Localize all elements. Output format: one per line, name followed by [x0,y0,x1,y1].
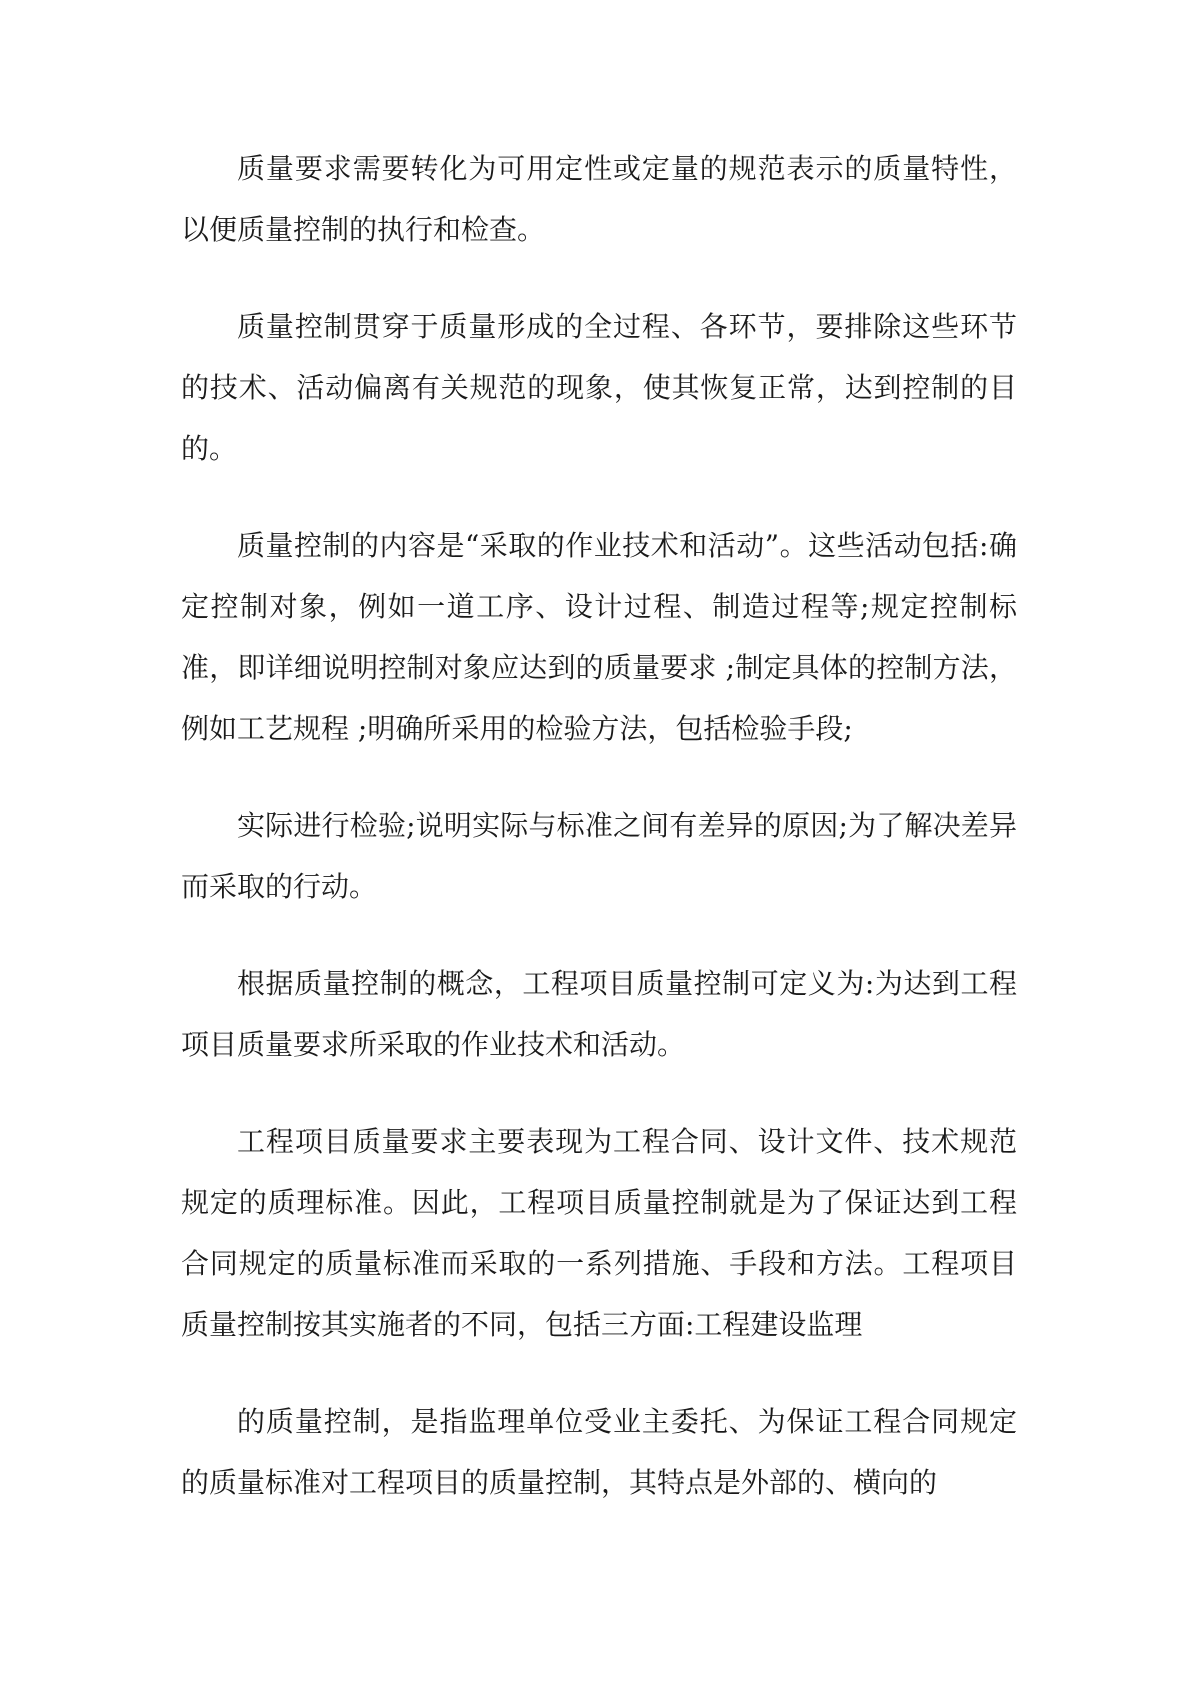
paragraph-project-quality-requirements: 工程项目质量要求主要表现为工程合同、设计文件、技术规范规定的质理标准。因此，工程项目质量控制就是为了保证达到工程合同规定的质量标准而采取的一系列措施、手段和方法。工程项目质量控制按其实施者的不同，包括三方面:工程建设监理 [181,1125,1017,1341]
paragraph-inspection: 实际进行检验;说明实际与标准之间有差异的原因;为了解决差异而采取的行动。 [181,809,1017,903]
paragraph-quality-control-process: 质量控制贯穿于质量形成的全过程、各环节，要排除这些环节的技术、活动偏离有关规范的现象，使其恢复正常，达到控制的目的。 [181,310,1017,465]
paragraph-project-quality-definition: 根据质量控制的概念，工程项目质量控制可定义为:为达到工程项目质量要求所采取的作业技术和活动。 [181,967,1017,1061]
paragraph-quality-control-content: 质量控制的内容是“采取的作业技术和活动”。这些活动包括:确定控制对象，例如一道工序、设计过程、制造过程等;规定控制标准，即详细说明控制对象应达到的质量要求 ;制定具体的控制方法，例如工艺规程 ;明确所采用的检验方法，包括检验手段; [181,529,1017,745]
paragraph-quality-requirements: 质量要求需要转化为可用定性或定量的规范表示的质量特性，以便质量控制的执行和检查。 [181,152,1017,246]
document-body [181,138,1017,1549]
paragraph-supervision-quality-control: 的质量控制，是指监理单位受业主委托、为保证工程合同规定的质量标准对工程项目的质量控制，其特点是外部的、横向的 [181,1405,1017,1499]
